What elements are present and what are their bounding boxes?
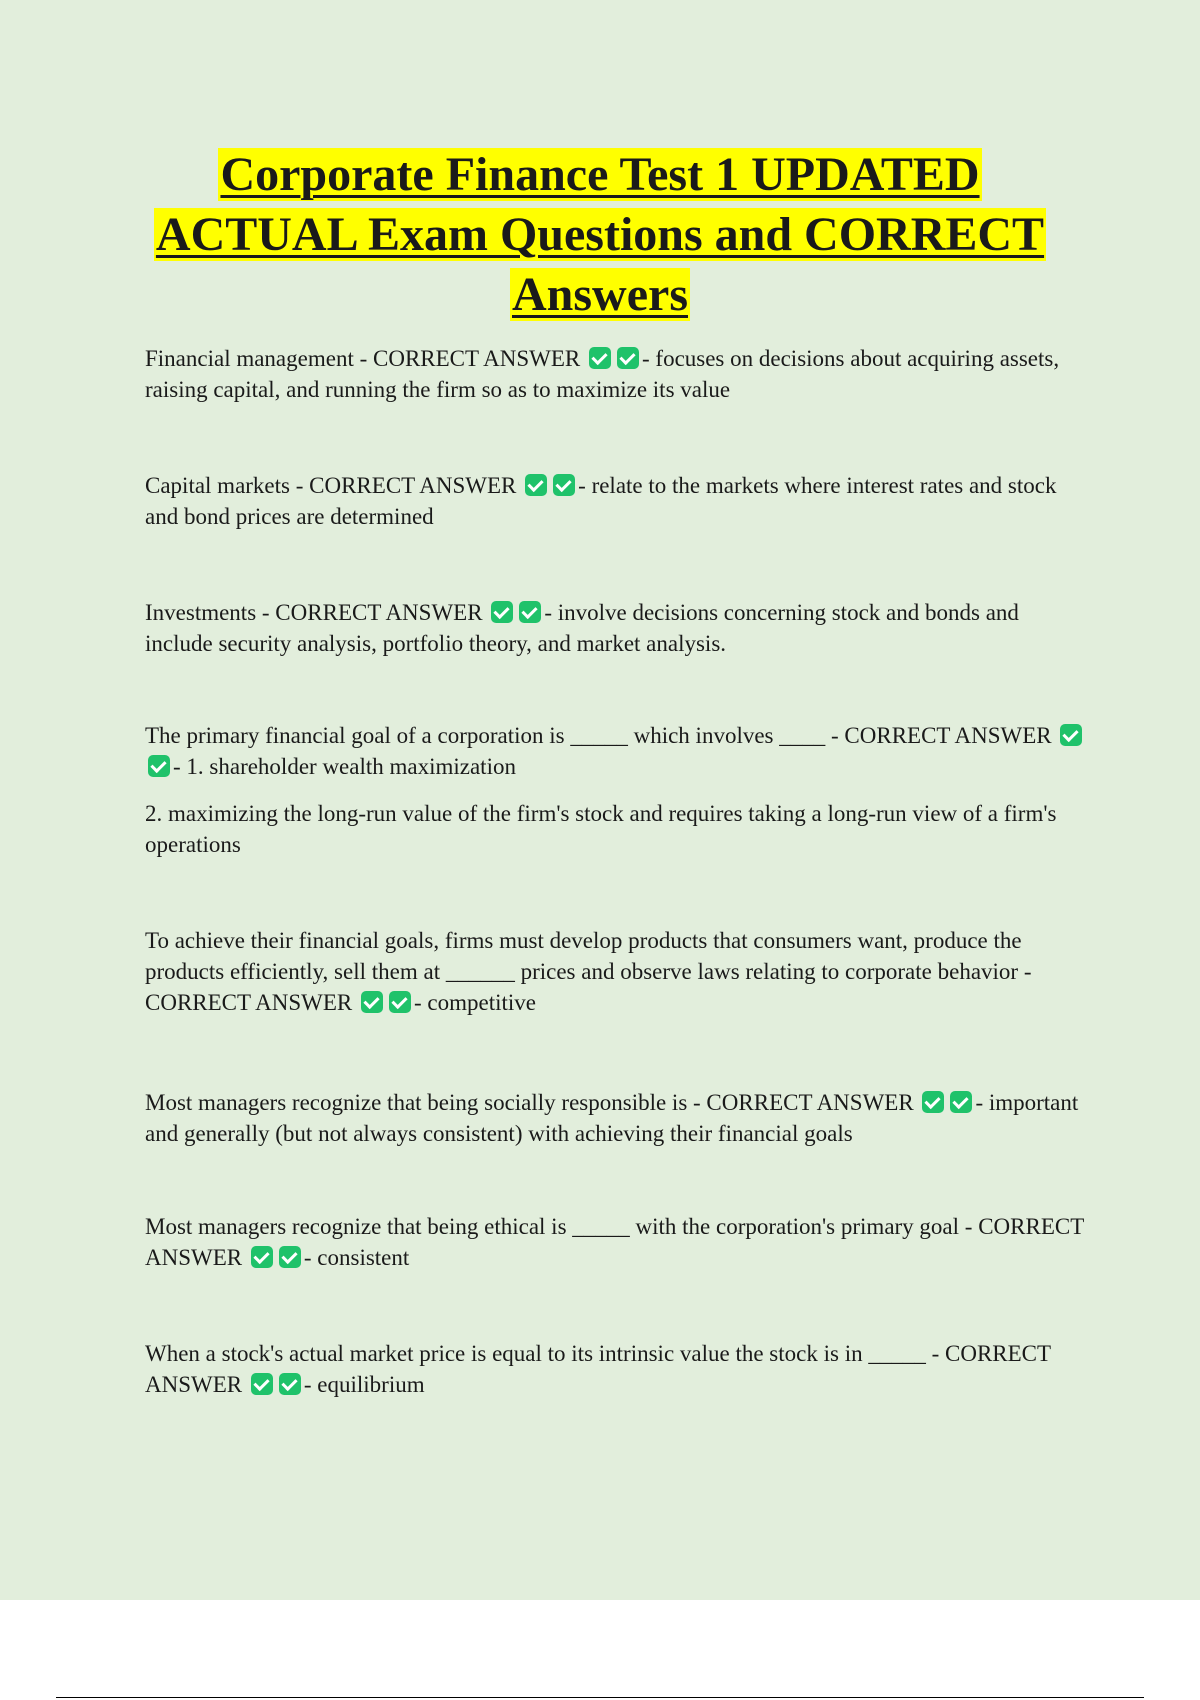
answer-text: - competitive <box>414 990 536 1015</box>
check-box-icon <box>525 474 547 496</box>
answer-text: - important and generally (but not always consistent) with achieving their financial goals <box>145 1090 1079 1146</box>
check-box-icon <box>148 755 170 777</box>
check-box-icon <box>589 347 611 369</box>
question-text: When a stock's actual market price is equal to its intrinsic value the stock is in _____ - CORRECT ANSWER <box>145 1341 1051 1397</box>
document-title <box>0 145 1200 325</box>
check-box-icon <box>617 347 639 369</box>
answer-continuation: 2. maximizing the long-run value of the firm's stock and requires taking a long-run view of a firm's operations <box>145 801 1057 857</box>
qa-paragraph <box>145 1087 1090 1149</box>
check-box-icon <box>251 1246 273 1268</box>
answer-text: - equilibrium <box>303 1372 425 1397</box>
question-text: Most managers recognize that being socially responsible is - CORRECT ANSWER <box>145 1090 914 1115</box>
qa-paragraph <box>145 720 1090 782</box>
question-text: Financial management - CORRECT ANSWER <box>145 346 581 371</box>
check-box-icon <box>1060 724 1082 746</box>
answer-text: - 1. shareholder wealth maximization <box>173 754 516 779</box>
check-box-icon <box>389 991 411 1013</box>
question-text: Investments - CORRECT ANSWER <box>145 600 483 625</box>
question-text: Most managers recognize that being ethical is _____ with the corporation's primary goal - CORRECT ANSWER <box>145 1214 1084 1270</box>
question-text: Capital markets - CORRECT ANSWER <box>145 473 517 498</box>
qa-entry-2 <box>145 470 1090 532</box>
qa-entry-7 <box>145 1211 1090 1273</box>
check-box-icon <box>361 991 383 1013</box>
answer-text: - consistent <box>303 1245 410 1270</box>
title-line-3: Answers <box>512 268 688 321</box>
check-box-icon <box>251 1373 273 1395</box>
qa-paragraph <box>145 343 1090 405</box>
check-box-icon <box>922 1091 944 1113</box>
check-box-icon <box>519 601 541 623</box>
qa-entry-1 <box>145 343 1090 405</box>
qa-paragraph <box>145 597 1090 659</box>
qa-entry-4 <box>145 720 1090 860</box>
qa-paragraph <box>145 470 1090 532</box>
check-box-icon <box>553 474 575 496</box>
check-box-icon <box>491 601 513 623</box>
qa-paragraph <box>145 925 1090 1018</box>
qa-paragraph <box>145 1338 1090 1400</box>
answer-text: - relate to the markets where interest rates and stock and bond prices are determined <box>145 473 1057 529</box>
check-box-icon <box>279 1246 301 1268</box>
page-divider <box>56 1697 1144 1698</box>
qa-entry-6 <box>145 1087 1090 1149</box>
check-box-icon <box>279 1373 301 1395</box>
qa-entry-5 <box>145 925 1090 1018</box>
qa-entry-8 <box>145 1338 1090 1400</box>
qa-paragraph <box>145 1211 1090 1273</box>
question-text: To achieve their financial goals, firms must develop products that consumers want, produce the products efficiently, sell them at ______ prices and observe laws relating to corporate behavior - CORRECT ANSWER <box>145 928 1032 1015</box>
check-box-icon <box>950 1091 972 1113</box>
title-line-2: ACTUAL Exam Questions and CORRECT <box>155 208 1045 261</box>
qa-entry-3 <box>145 597 1090 659</box>
title-line-1: Corporate Finance Test 1 UPDATED <box>220 148 980 201</box>
answer-text: - involve decisions concerning stock and bonds and include security analysis, portfolio theory, and market analysis. <box>145 600 1019 656</box>
question-text: The primary financial goal of a corporation is _____ which involves ____ - CORRECT ANSWER <box>145 723 1052 748</box>
answer-text: - focuses on decisions about acquiring assets, raising capital, and running the firm so as to maximize its value <box>145 346 1060 402</box>
